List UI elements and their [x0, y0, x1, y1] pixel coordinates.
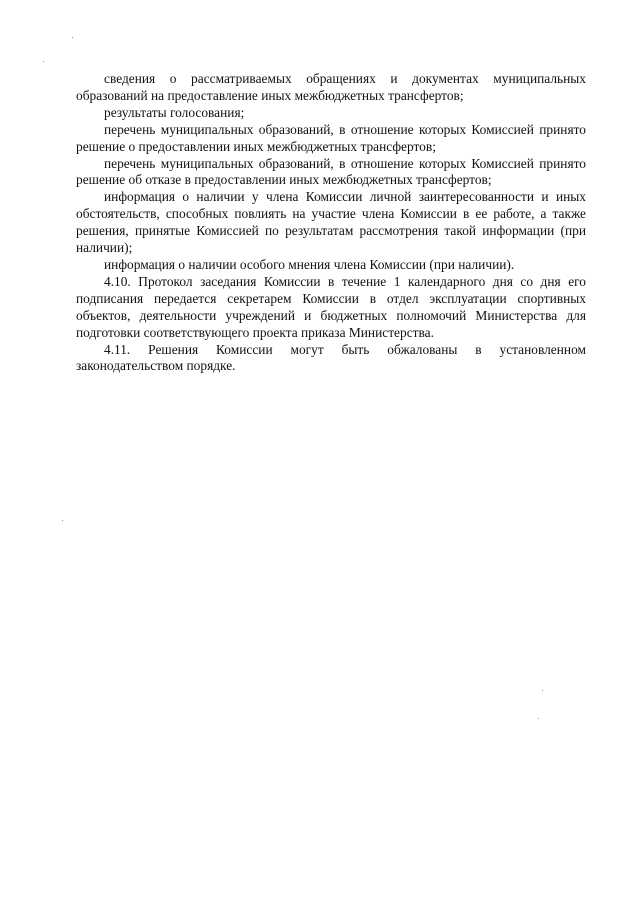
scan-speck	[72, 37, 73, 38]
paragraph-approved-list: перечень муниципальных образований, в отношение которых Комиссией принято решение о предоставлении иных межбюджетных трансфертов;	[76, 121, 586, 154]
scan-speck	[542, 690, 543, 691]
document-body	[76, 71, 586, 375]
clause-4-11: 4.11. Решения Комиссии могут быть обжалованы в установленном законодательством порядке.	[76, 341, 586, 374]
paragraph-dissenting-opinion: информация о наличии особого мнения члена Комиссии (при наличии).	[104, 256, 515, 272]
paragraph-conflict-of-interest: информация о наличии у члена Комиссии личной заинтересованности и иных обстоятельств, способных повлиять на участие члена Комиссии в ее работе, а также решения, принятые Комиссией по результатам рассмотрения такой информации (при наличии);	[76, 189, 586, 256]
paragraph-voting-results: результаты голосования;	[104, 104, 245, 120]
scan-speck	[62, 520, 63, 521]
paragraph-appeals-info: сведения о рассматриваемых обращениях и документах муниципальных образований на предоставление иных межбюджетных трансфертов;	[76, 71, 586, 103]
clause-4-10: 4.10. Протокол заседания Комиссии в течение 1 календарного дня со дня его подписания передается секретарем Комиссии в отдел эксплуатации спортивных объектов, деятельности учреждений и бюджетных полномочий Министерства для подготовки соответствующего проекта приказа Министерства.	[76, 273, 586, 340]
scan-speck	[538, 718, 539, 719]
scan-speck	[43, 61, 44, 62]
paragraph-refused-list: перечень муниципальных образований, в отношение которых Комиссией принято решение об отказе в предоставлении иных межбюджетных трансфертов;	[76, 155, 586, 188]
